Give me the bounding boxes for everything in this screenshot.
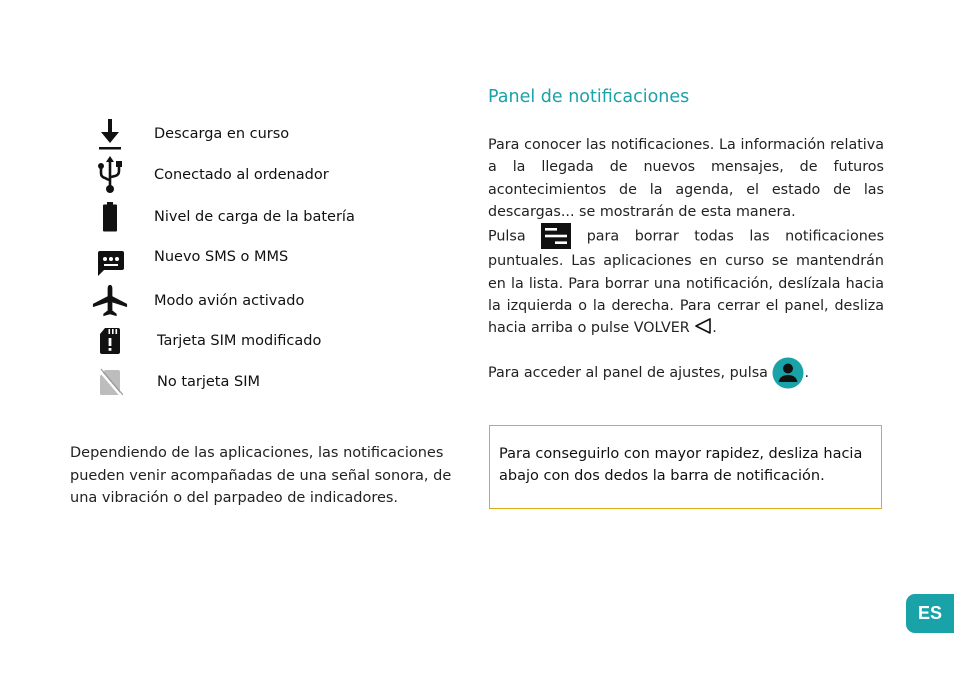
status-row-battery — [92, 199, 422, 235]
sim-card-alert-icon — [92, 323, 128, 359]
clear-all-notifications-icon — [541, 223, 571, 250]
battery-icon — [92, 199, 128, 235]
sms-message-icon — [92, 245, 128, 281]
user-profile-icon — [772, 357, 804, 389]
clear-text-end: . — [712, 320, 717, 337]
status-row-sms — [92, 245, 422, 281]
language-tab — [906, 594, 954, 633]
usb-icon — [92, 157, 128, 193]
language-label: ES — [917, 603, 942, 623]
back-triangle-icon — [694, 317, 712, 339]
settings-paragraph — [488, 357, 884, 389]
notification-panel-paragraph — [488, 134, 884, 340]
status-label: Descarga en curso — [154, 126, 290, 142]
status-label: Tarjeta SIM modificado — [157, 333, 322, 349]
status-label: Nivel de carga de la batería — [154, 209, 355, 225]
status-label: No tarjeta SIM — [157, 374, 260, 390]
clear-text-before: Pulsa — [488, 228, 526, 245]
settings-text-after: . — [804, 365, 809, 381]
airplane-icon — [92, 283, 128, 319]
tip-text: Para conseguirlo con mayor rapidez, desliza hacia abajo con dos dedos la barra de notificación. — [499, 446, 863, 484]
notifications-sound-paragraph: Dependiendo de las aplicaciones, las notificaciones pueden venir acompañadas de una señal sonora, de una vibración o del parpadeo de indicadores. — [70, 445, 452, 506]
status-label: Modo avión activado — [154, 293, 305, 309]
intro-text: Para conocer las notificaciones. La información relativa a la llegada de nuevos mensajes, de futuros acontecimientos de la agenda, el estado de las descargas... se mostrarán de esta manera. — [488, 137, 884, 220]
download-arrow-icon — [92, 116, 128, 152]
status-label: Conectado al ordenador — [154, 167, 329, 183]
status-label: Nuevo SMS o MMS — [154, 249, 289, 265]
settings-text-before: Para acceder al panel de ajustes, pulsa — [488, 365, 768, 381]
no-sim-card-icon — [92, 364, 128, 400]
tip-box — [489, 425, 882, 509]
status-row-usb — [92, 157, 422, 193]
status-row-download — [92, 116, 422, 152]
clear-text-after: para borrar todas las notificaciones puntuales. Las aplicaciones en curso se mantendrán en la lista. Para borrar una notificación, deslízala hacia la izquierda o la derecha. Para cerrar el panel, desliza hacia arriba o pulse VOLVER — [488, 228, 885, 337]
status-row-airplane — [92, 283, 422, 319]
status-row-no-sim — [92, 364, 422, 400]
status-row-sim-changed — [92, 323, 422, 359]
section-title: Panel de notificaciones — [488, 87, 690, 107]
